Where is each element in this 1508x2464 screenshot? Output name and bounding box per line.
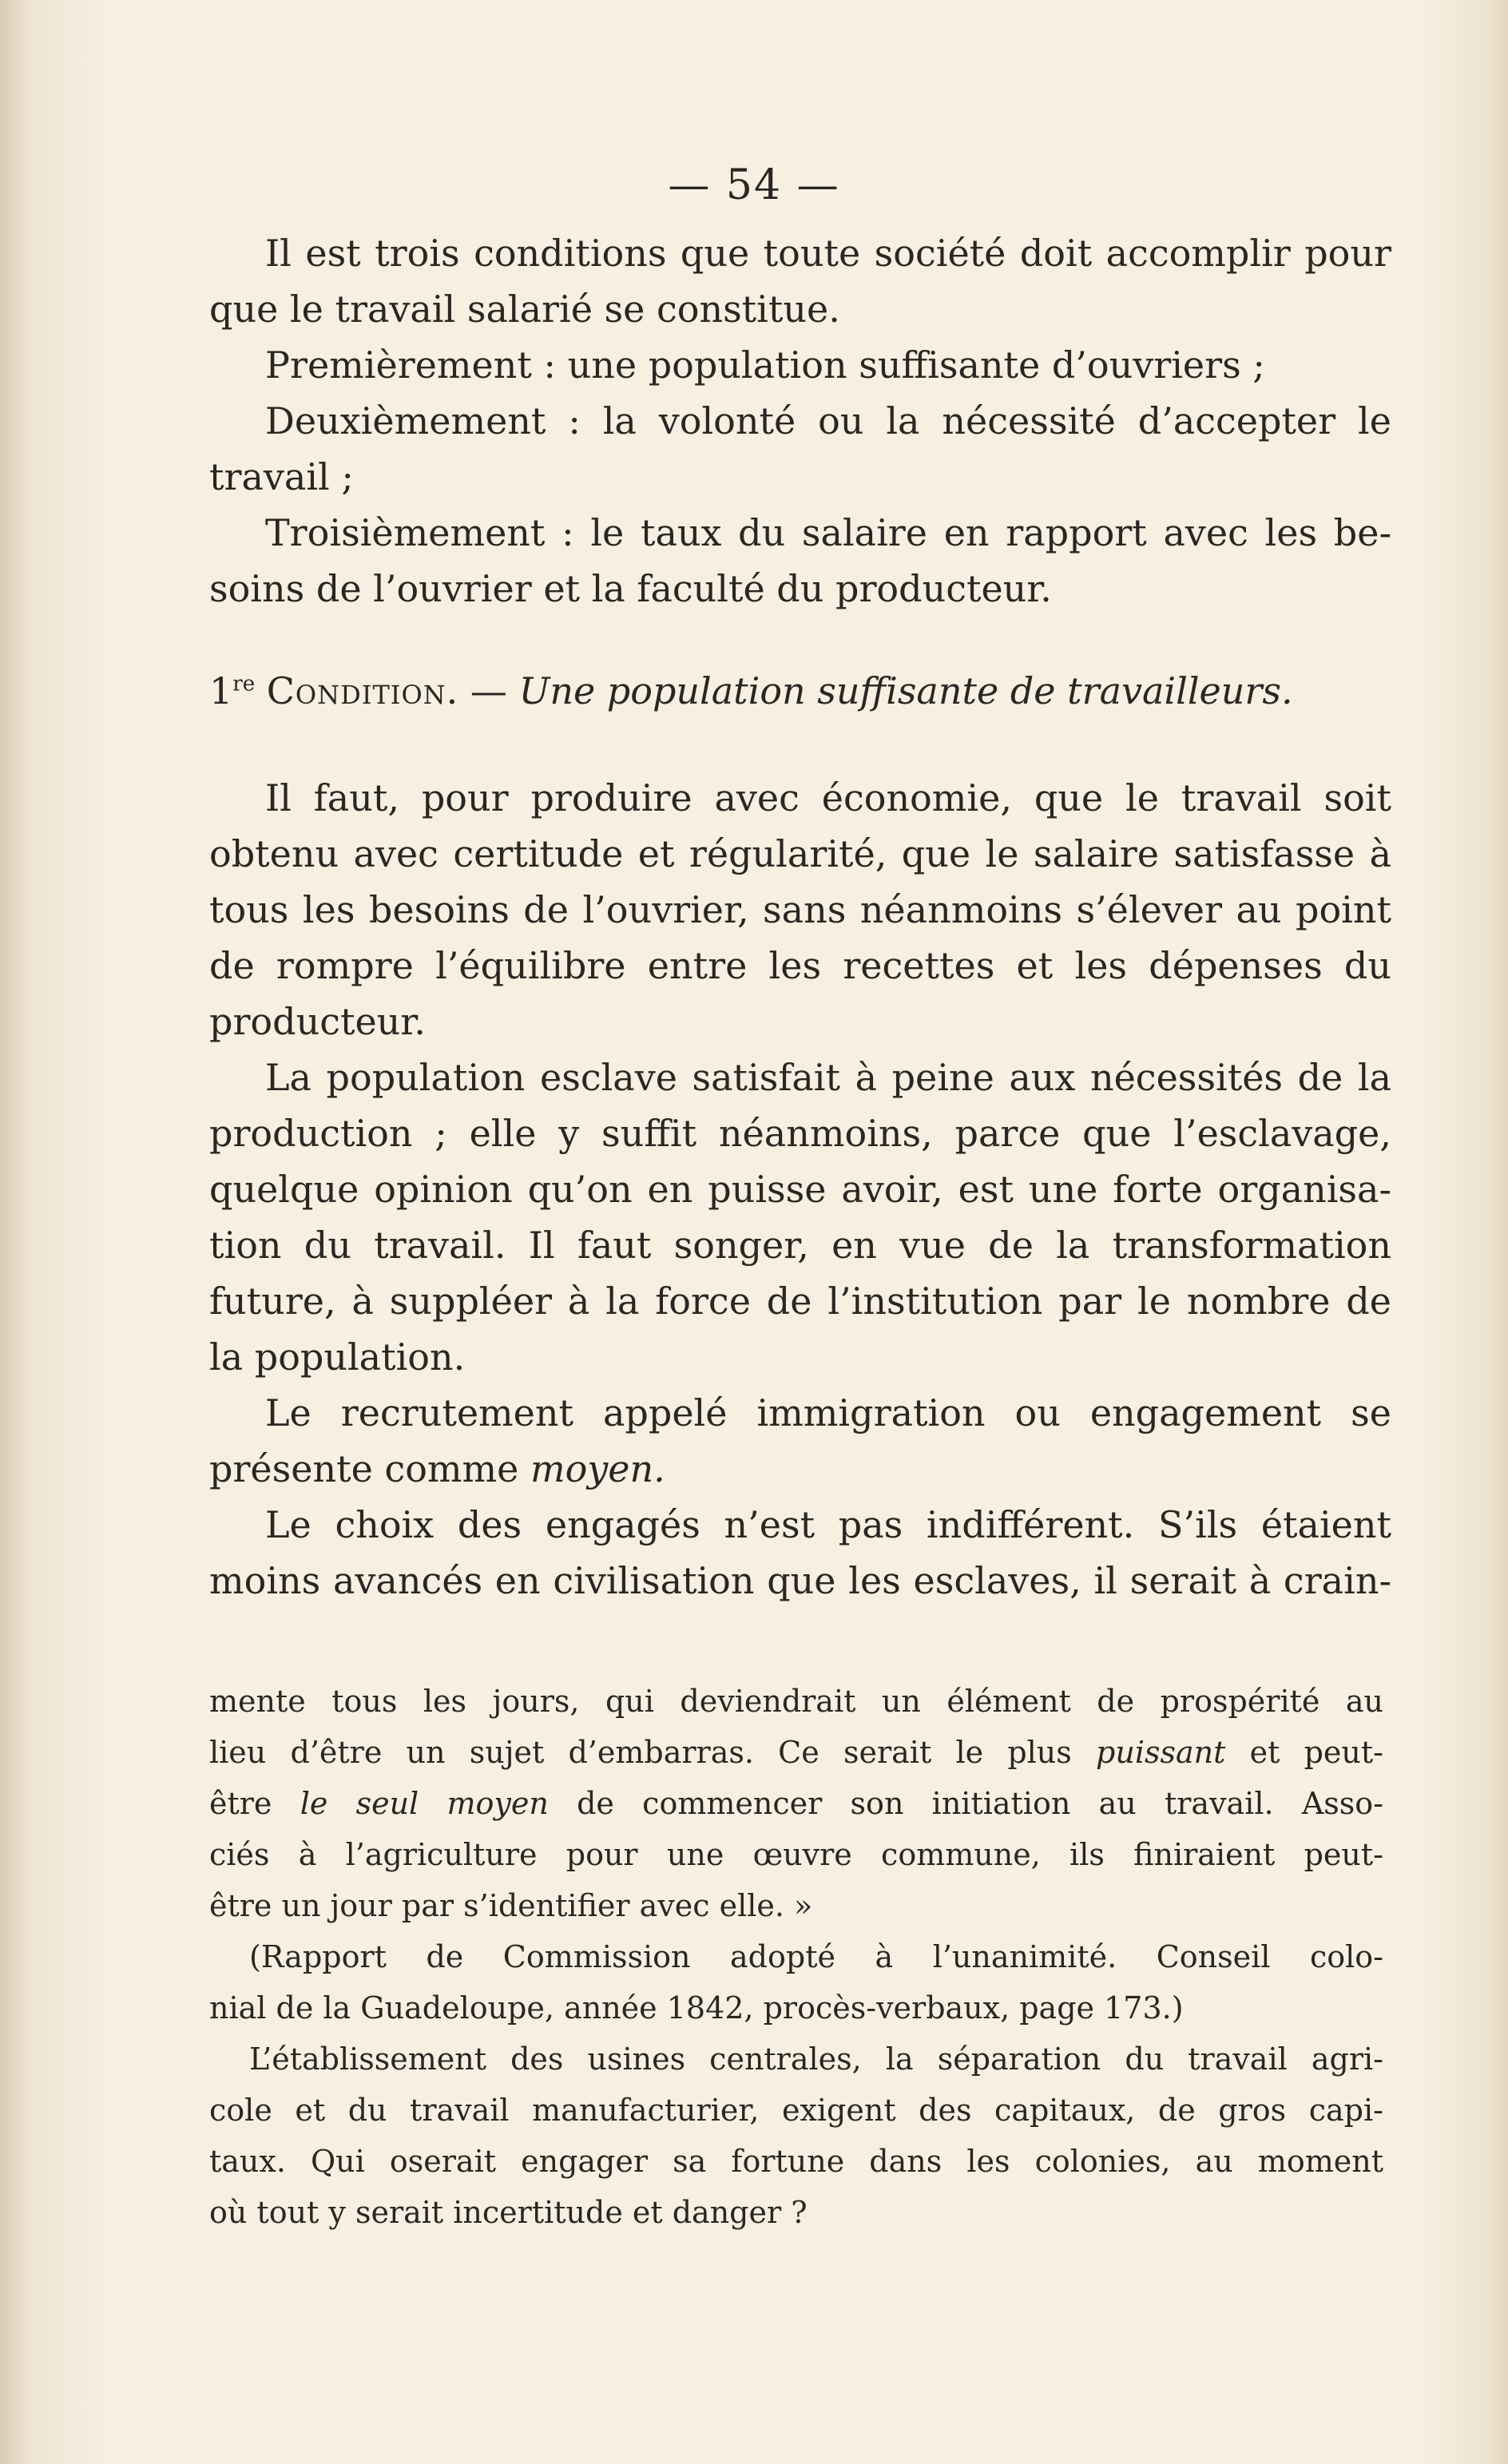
text-line: la population.: [209, 1335, 466, 1379]
text-line: quelque opinion qu’on en puisse avoir, est une forte organisa-: [209, 1168, 1391, 1211]
text-line: lieu d’être un sujet d’embarras. Ce serait le plus puissant et peut-: [209, 1735, 1383, 1770]
text-line: Troisièmement : le taux du salaire en rapport avec les be-: [265, 511, 1391, 554]
heading-dash: —: [458, 669, 519, 712]
heading-title: Une population suffisante de travailleurs.: [518, 669, 1293, 712]
text-line: (Rapport de Commission adopté à l’unanimité. Conseil colo-: [249, 1939, 1383, 1974]
text-line: obtenu avec certitude et régularité, que le salaire satisfasse à: [209, 832, 1391, 875]
heading-number: 1re: [209, 669, 256, 712]
text-line: ciés à l’agriculture pour une œuvre commune, ils finiraient peut-: [209, 1837, 1383, 1872]
continued-paragraphs: [209, 1676, 1383, 2238]
page-number: — 54 —: [668, 161, 840, 209]
text-line: Il faut, pour produire avec économie, que le travail soit: [265, 776, 1391, 819]
text-line: être un jour par s’identifier avec elle. »: [209, 1888, 813, 1923]
text-line: cole et du travail manufacturier, exigent des capitaux, de gros capi-: [209, 2093, 1383, 2128]
main-paragraphs: [209, 770, 1391, 1609]
text-line: tion du travail. Il faut songer, en vue de la transformation: [209, 1224, 1391, 1267]
text-line: être le seul moyen de commencer son initiation au travail. Asso-: [209, 1786, 1383, 1821]
text-line: production ; elle y suffit néanmoins, parce que l’esclavage,: [209, 1112, 1391, 1155]
text-line: future, à suppléer à la force de l’institution par le nombre de: [209, 1280, 1391, 1323]
text-line: mente tous les jours, qui deviendrait un élément de prospérité au: [209, 1684, 1383, 1719]
text-line: soins de l’ouvrier et la faculté du producteur.: [209, 567, 1052, 610]
text-line: Le choix des engagés n’est pas indifférent. S’ils étaient: [265, 1503, 1391, 1546]
text-line: Il est trois conditions que toute société doit accomplir pour: [265, 232, 1391, 275]
text-line: moins avancés en civilisation que les esclaves, il serait à crain-: [209, 1559, 1391, 1602]
intro-paragraphs: [209, 225, 1391, 617]
text-line: Premièrement : une population suffisante d’ouvriers ;: [265, 343, 1265, 387]
text-line: La population esclave satisfait à peine aux nécessités de la: [265, 1056, 1391, 1099]
text-line: présente comme moyen.: [209, 1447, 665, 1490]
text-line: de rompre l’équilibre entre les recettes et les dépenses du: [209, 944, 1391, 987]
heading-label: Condition.: [266, 669, 459, 712]
text-line: tous les besoins de l’ouvrier, sans néanmoins s’élever au point: [209, 888, 1391, 931]
text-line: L’établissement des usines centrales, la séparation du travail agri-: [249, 2041, 1383, 2077]
text-line: où tout y serait incertitude et danger ?: [209, 2195, 808, 2230]
text-line: Deuxièmement : la volonté ou la nécessité d’accepter le: [265, 399, 1391, 442]
text-line: travail ;: [209, 455, 354, 498]
text-line: Le recrutement appelé immigration ou engagement se: [265, 1391, 1391, 1434]
text-line: que le travail salarié se constitue.: [209, 288, 840, 331]
text-line: nial de la Guadeloupe, année 1842, procès-verbaux, page 173.): [209, 1990, 1184, 2026]
text-line: producteur.: [209, 1000, 426, 1043]
section-heading: [209, 669, 1293, 712]
text-line: taux. Qui oserait engager sa fortune dans les colonies, au moment: [209, 2144, 1383, 2179]
